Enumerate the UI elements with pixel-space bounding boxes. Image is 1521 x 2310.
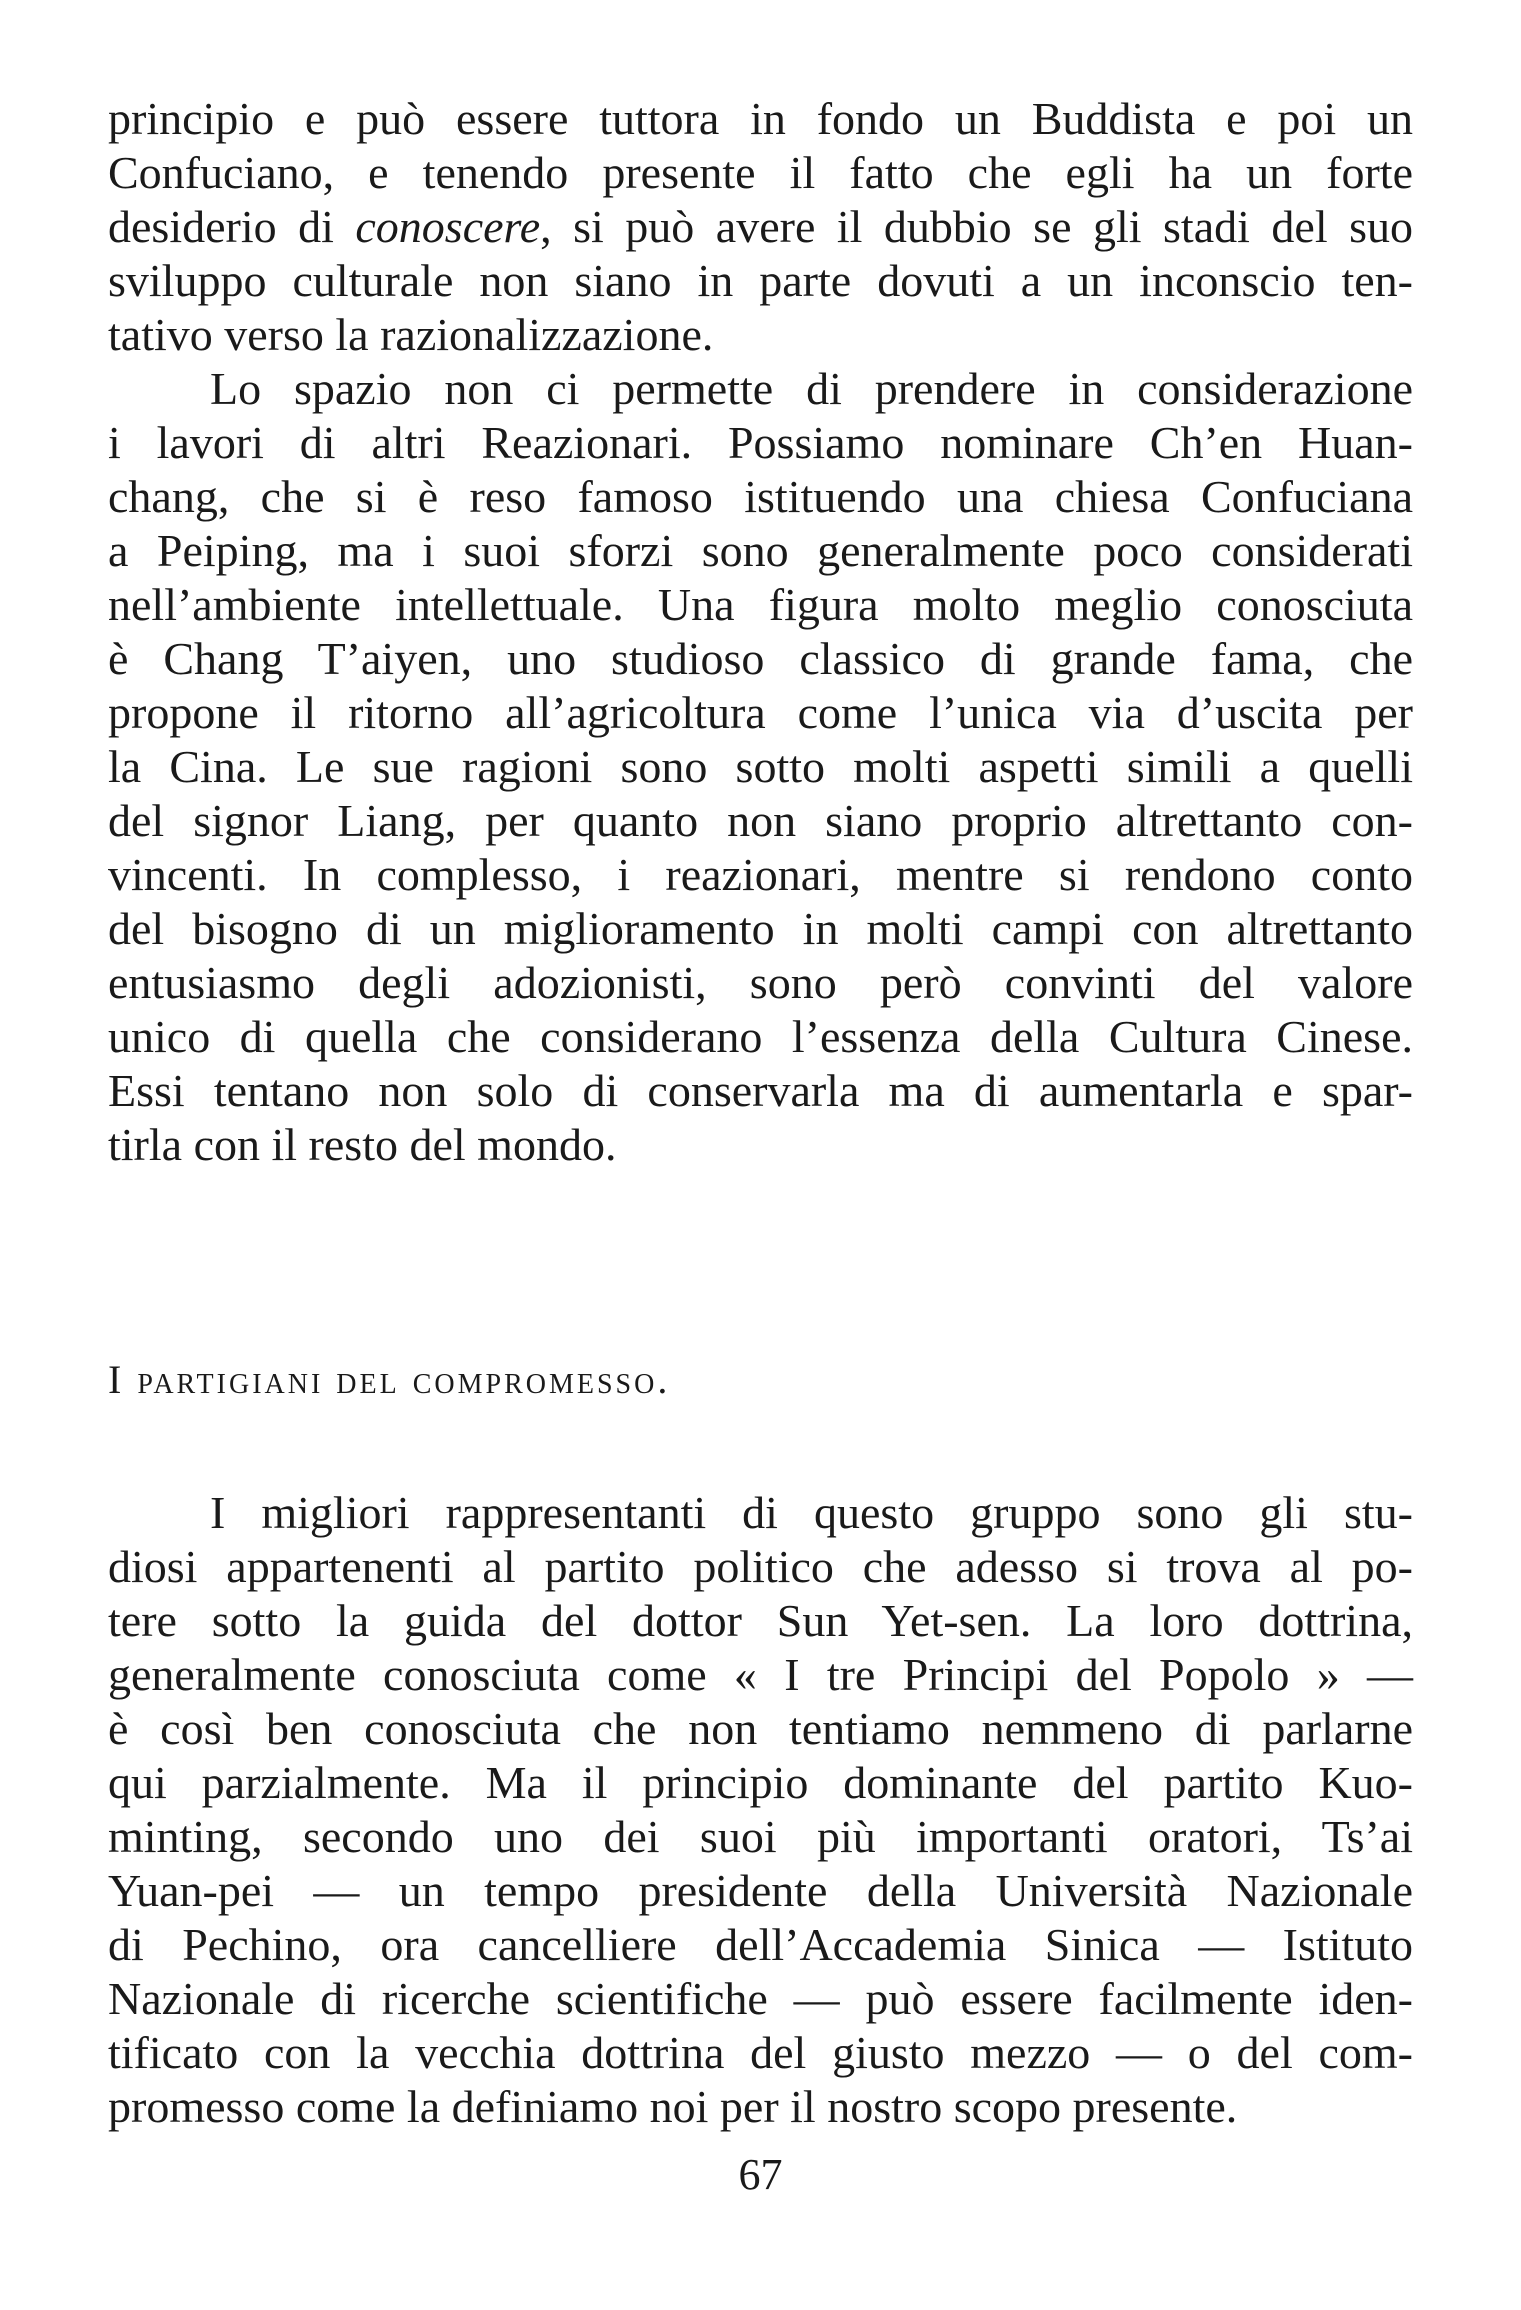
text-line (108, 200, 1413, 254)
text-line: Yuan-pei — un tempo presidente della Università Nazionale (108, 1865, 1413, 1916)
text-span: desiderio di (108, 201, 356, 252)
text-line: diosi appartenenti al partito politico che adesso si trova al po- (108, 1541, 1413, 1592)
text-line: Lo spazio non ci permette di prendere in considerazione (210, 363, 1413, 414)
italic-word: conoscere (355, 201, 541, 252)
text-line: qui parzialmente. Ma il principio dominante del partito Kuo- (108, 1757, 1413, 1808)
text-line: promesso come la definiamo noi per il nostro scopo presente. (108, 2081, 1238, 2132)
text-line: entusiasmo degli adozionisti, sono però convinti del valore (108, 957, 1413, 1008)
text-span: , si può avere il dubbio se gli stadi del suo (540, 201, 1413, 252)
text-line: a Peiping, ma i suoi sforzi sono generalmente poco considerati (108, 525, 1413, 576)
text-line: del bisogno di un miglioramento in molti campi con altrettanto (108, 903, 1413, 954)
text-line: nell’ambiente intellettuale. Una figura molto meglio conosciuta (108, 579, 1413, 630)
text-line: Essi tentano non solo di conservarla ma di aumentarla e spar- (108, 1065, 1413, 1116)
text-line: chang, che si è reso famoso istituendo una chiesa Confuciana (108, 471, 1413, 522)
text-line: minting, secondo uno dei suoi più importanti oratori, Ts’ai (108, 1811, 1413, 1862)
text-line: I migliori rappresentanti di questo gruppo sono gli stu- (210, 1487, 1413, 1538)
section-heading-title: partigiani del compromesso. (137, 1357, 671, 1402)
section-heading (108, 1355, 670, 1405)
text-line: i lavori di altri Reazionari. Possiamo nominare Ch’en Huan- (108, 417, 1413, 468)
section-heading-initial: I (108, 1357, 138, 1402)
text-line: tativo verso la razionalizzazione. (108, 309, 714, 360)
text-line: Nazionale di ricerche scientifiche — può essere facilmente iden- (108, 1973, 1413, 2024)
text-line: la Cina. Le sue ragioni sono sotto molti aspetti simili a quelli (108, 741, 1413, 792)
text-line: tere sotto la guida del dottor Sun Yet-sen. La loro dottrina, (108, 1595, 1413, 1646)
text-line: principio e può essere tuttora in fondo un Buddista e poi un (108, 93, 1413, 144)
text-line: è così ben conosciuta che non tentiamo nemmeno di parlarne (108, 1703, 1413, 1754)
text-line: vincenti. In complesso, i reazionari, mentre si rendono conto (108, 849, 1413, 900)
text-line: è Chang T’aiyen, uno studioso classico di grande fama, che (108, 633, 1413, 684)
page-number: 67 (738, 2150, 783, 2199)
text-line: tirla con il resto del mondo. (108, 1119, 617, 1170)
text-line: unico di quella che considerano l’essenza della Cultura Cinese. (108, 1011, 1413, 1062)
text-line: sviluppo culturale non siano in parte dovuti a un inconscio ten- (108, 255, 1413, 306)
text-line: di Pechino, ora cancelliere dell’Accademia Sinica — Istituto (108, 1919, 1413, 1970)
text-line: generalmente conosciuta come « I tre Principi del Popolo » — (108, 1649, 1413, 1700)
text-line: del signor Liang, per quanto non siano proprio altrettanto con- (108, 795, 1413, 846)
text-line: tificato con la vecchia dottrina del giusto mezzo — o del com- (108, 2027, 1413, 2078)
text-line: Confuciano, e tenendo presente il fatto che egli ha un forte (108, 147, 1413, 198)
text-line: propone il ritorno all’agricoltura come l’unica via d’uscita per (108, 687, 1413, 738)
